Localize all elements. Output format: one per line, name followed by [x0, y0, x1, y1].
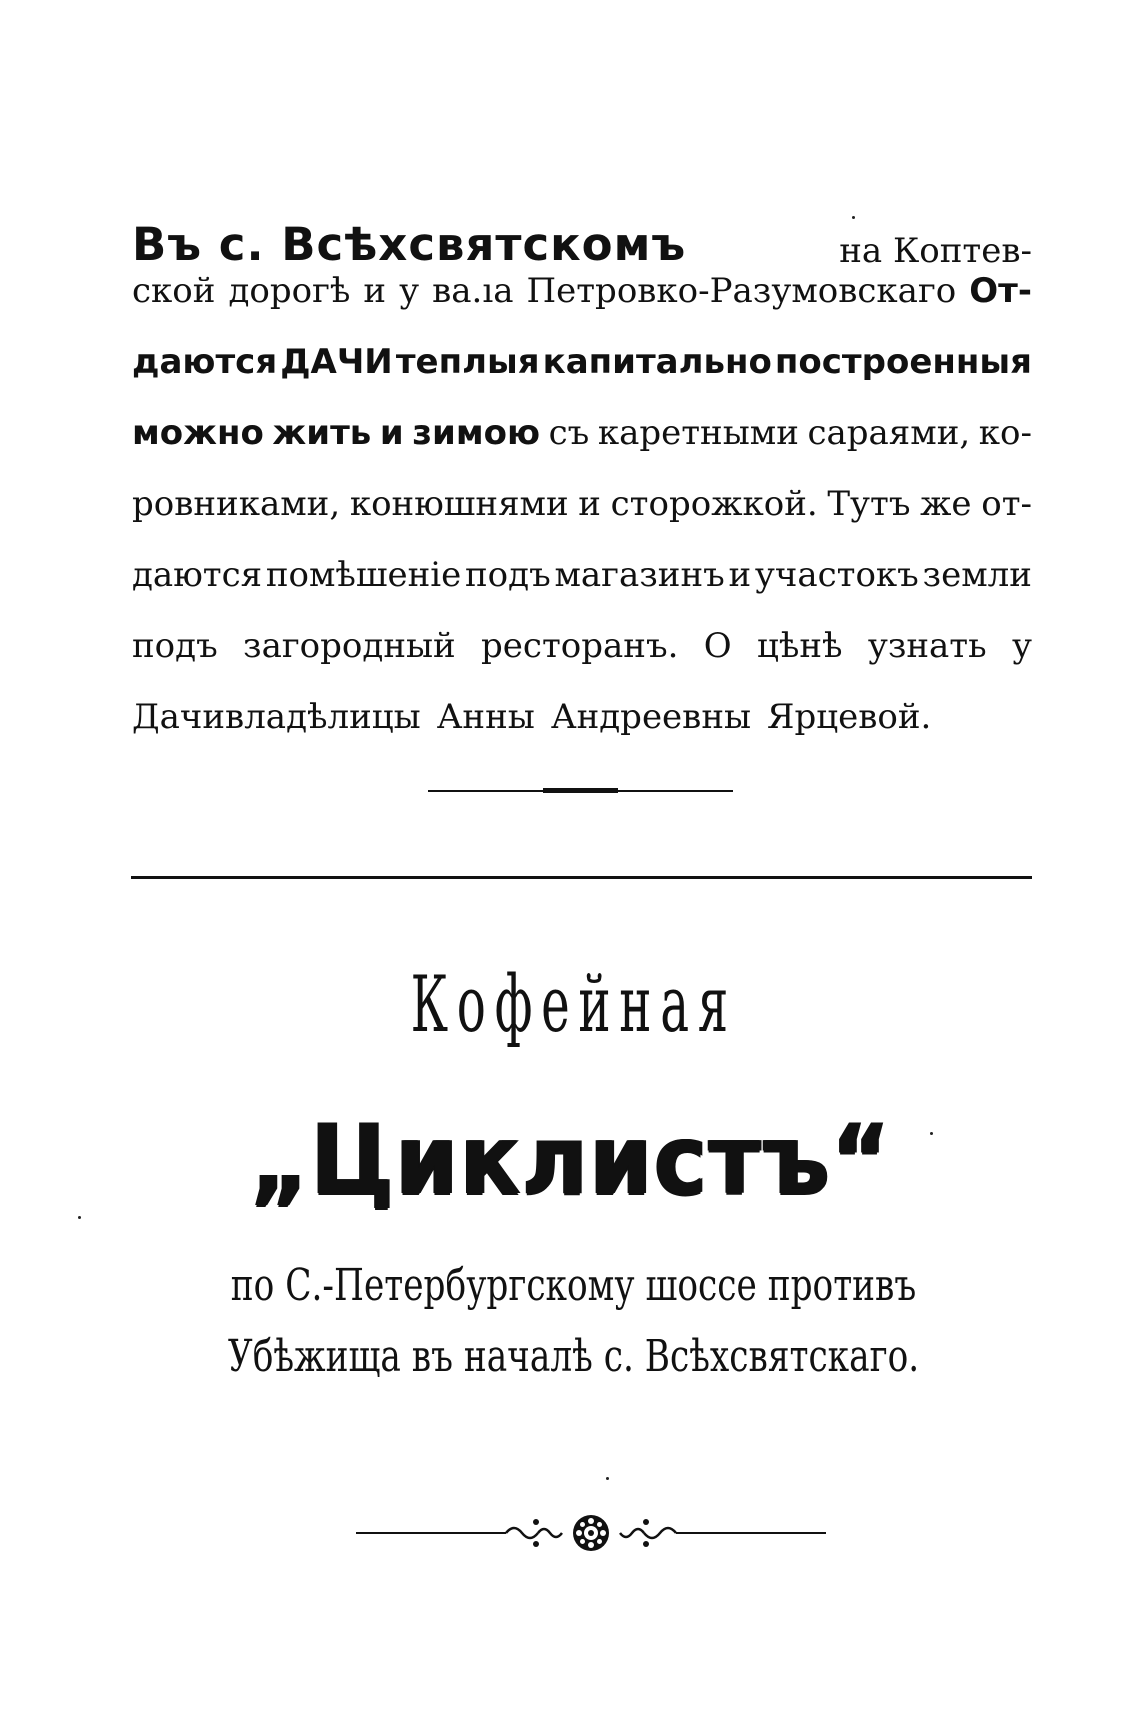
ad1-word: цѣнѣ: [756, 626, 843, 666]
ad1-word: зимою: [412, 413, 541, 453]
long-separator-rule: [131, 876, 1032, 879]
ad1-word: и: [728, 555, 752, 595]
ad1-line: [132, 626, 1032, 697]
ad1-word: ДАЧИ: [280, 342, 393, 382]
ad1-word: съ: [548, 413, 590, 453]
ad1-word: ровниками,: [132, 484, 341, 524]
ad1-word: можно: [132, 413, 264, 453]
short-divider-center: [543, 788, 618, 793]
ad1-word: От-: [969, 271, 1032, 311]
ad1-word: подъ: [465, 555, 551, 595]
ad1-word: у: [399, 271, 420, 311]
ad1-word: ва.ıа: [432, 271, 514, 311]
ad1-line: [132, 484, 1032, 555]
ad1-word: от-: [981, 484, 1032, 524]
ad1-word: у: [1011, 626, 1032, 666]
ad1-word: конюшнями: [349, 484, 569, 524]
scan-speck: [78, 1216, 81, 1219]
ad1-word: теплыя: [395, 342, 540, 382]
ornament-flourish-icon: [356, 1508, 826, 1558]
coffee-house-title: Кофейная: [410, 960, 737, 1050]
ad1-word: и: [379, 413, 404, 453]
ad1-word: земли: [922, 555, 1032, 595]
ad1-line: [132, 555, 1032, 626]
ad1-word: магазинъ: [554, 555, 725, 595]
ad1-word: ской: [132, 271, 216, 311]
ad1-word: даются: [132, 342, 278, 382]
ad1-word: же: [920, 484, 972, 524]
scan-speck: [606, 1477, 609, 1480]
ad1-line: [132, 271, 1032, 342]
ad1-word: жить: [272, 413, 372, 453]
ad1-line: [132, 342, 1032, 413]
ad1-word: каретными: [597, 413, 799, 453]
ad1-word: ко-: [978, 413, 1032, 453]
ad1-line: [132, 413, 1032, 484]
ad1-line: [132, 188, 1032, 271]
ad1-word: на Коптев-: [839, 231, 1032, 271]
coffee-house-name: „Циклистъ“: [249, 1104, 892, 1216]
ad1-word: Андреевны: [550, 697, 752, 737]
ad1-word: Ярцевой.: [767, 697, 932, 737]
address-line-1: по С.-Петербургскому шоссе противъ: [230, 1260, 917, 1311]
ad1-word: О: [703, 626, 732, 666]
ad1-word: узнать: [867, 626, 987, 666]
ad1-word: Петровко-Разумовскаго: [526, 271, 957, 311]
ad1-word: ресторанъ.: [481, 626, 679, 666]
ad1-word: и: [363, 271, 387, 311]
ad1-word: сараями,: [807, 413, 971, 453]
ad1-word: загородный: [243, 626, 456, 666]
ad1-word: подъ: [132, 626, 218, 666]
advertisement-dachas: [132, 188, 1032, 768]
ad1-word: построенныя: [774, 342, 1032, 382]
ad1-line: [132, 697, 1032, 768]
ad1-word: Анны: [436, 697, 535, 737]
ad1-word: даются: [132, 555, 263, 595]
ad1-word: и: [578, 484, 601, 524]
ad1-word: участокъ: [754, 555, 919, 595]
ad1-word: Въ с. Всѣхсвятскомъ: [132, 218, 687, 271]
ad1-word: капитально: [542, 342, 772, 382]
ad1-word: помѣшеніе: [265, 555, 462, 595]
address-line-2: Убѣжища въ началѣ с. Всѣхсвятскаго.: [227, 1331, 920, 1382]
ad1-word: сторожкой.: [610, 484, 818, 524]
ad1-word: Дачивладѣлицы: [132, 697, 421, 737]
scan-speck: [852, 216, 855, 219]
ad1-word: Тутъ: [827, 484, 911, 524]
scan-speck: [930, 1132, 933, 1135]
ad1-word: дорогѣ: [228, 271, 351, 311]
